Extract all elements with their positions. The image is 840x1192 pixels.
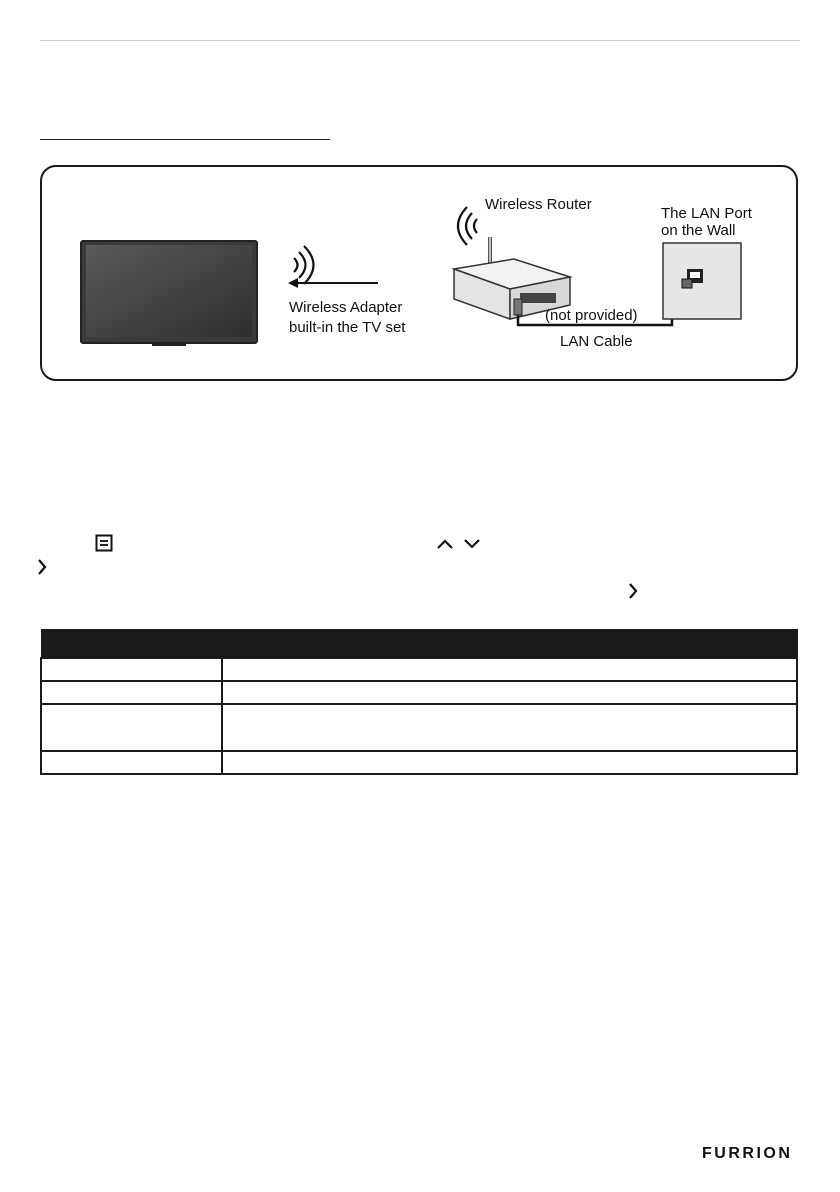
not-provided-label: (not provided) [545, 307, 638, 324]
table-cell [222, 751, 797, 774]
wall-lan-port [663, 243, 741, 319]
lan-cable-label: LAN Cable [560, 333, 633, 350]
table-cell [222, 681, 797, 704]
table-cell [41, 704, 222, 751]
diagram-graphics [42, 167, 800, 383]
table-header [41, 630, 797, 659]
section-heading-underline [40, 139, 330, 140]
adapter-label-line2: built-in the TV set [289, 319, 406, 336]
brand-logo: FURRION [702, 1145, 793, 1162]
wireless-connection-diagram [40, 165, 798, 381]
table-row [41, 751, 797, 774]
tv-illustration [81, 241, 257, 346]
header-rule [40, 40, 800, 41]
lan-port-label-line2: on the Wall [661, 222, 736, 239]
adapter-label-line1: Wireless Adapter [289, 299, 403, 316]
table-row [41, 658, 797, 681]
table-cell [222, 704, 797, 751]
table-cell [41, 681, 222, 704]
chevron-down-icon [462, 537, 482, 551]
wifi-signal-icon [294, 246, 314, 284]
chevron-right-icon [627, 582, 639, 600]
router-wifi-icon [458, 207, 477, 245]
table-cell [41, 751, 222, 774]
table-row [41, 704, 797, 751]
table-row [41, 681, 797, 704]
lan-port-label-line1: The LAN Port [661, 205, 752, 222]
wireless-router-label: Wireless Router [485, 196, 592, 213]
signal-arrow [288, 278, 378, 288]
table-cell [222, 658, 797, 681]
menu-icon [95, 534, 113, 552]
network-settings-table [40, 629, 798, 775]
chevron-right-icon [36, 558, 48, 576]
table-cell [41, 658, 222, 681]
chevron-up-icon [435, 537, 455, 551]
